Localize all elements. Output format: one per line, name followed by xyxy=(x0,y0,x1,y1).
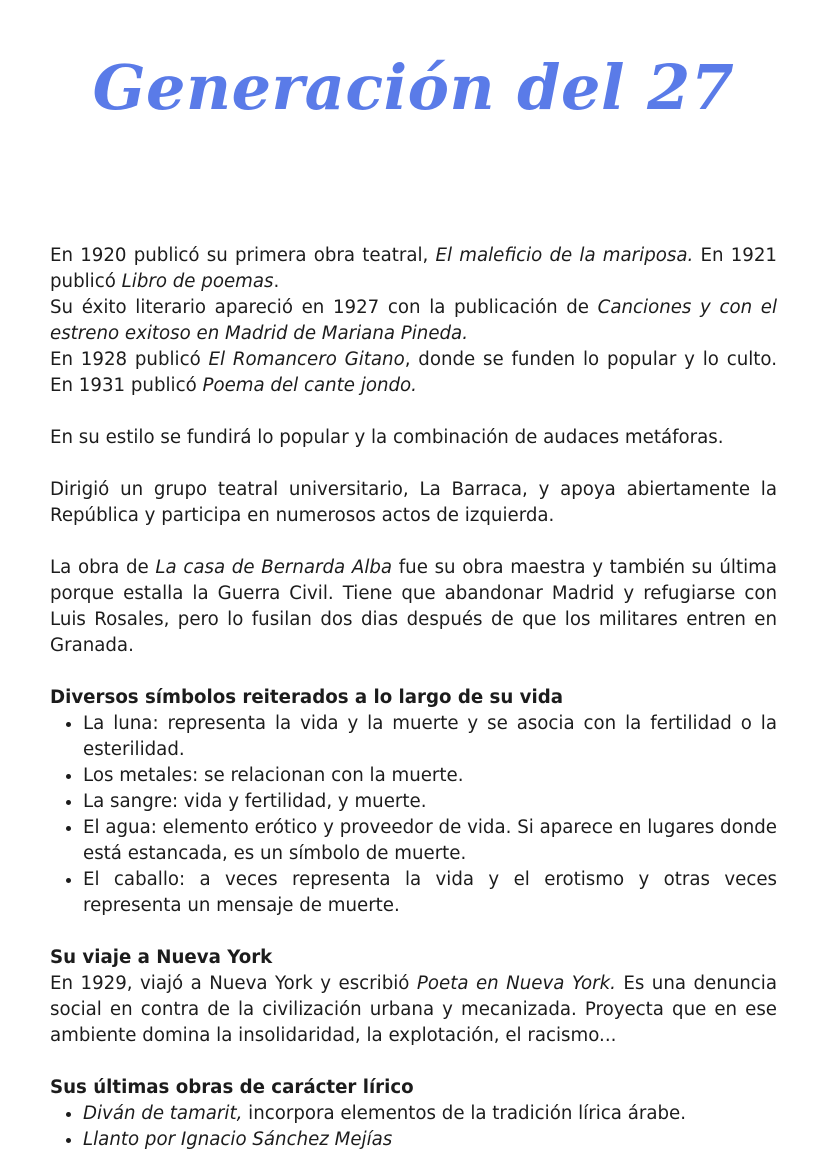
text: fue su obra maestra y también su última porque estalla la Guerra Civil. Tiene que abandonar Madrid y refugiarse con Luis Rosales, pero lo fusilan dos dias después de que los militares entren en Granada. xyxy=(50,557,777,656)
text: En 1920 publicó su primera obra teatral, xyxy=(50,245,436,266)
list-item xyxy=(83,1127,777,1153)
paragraph-success xyxy=(50,295,777,347)
work-title: Diván de tamarit, xyxy=(83,1103,243,1124)
spacer xyxy=(50,529,777,555)
text: En 1929, viajó a Nueva York y escribió xyxy=(50,973,417,994)
spacer xyxy=(50,659,777,685)
work-title: Libro de poemas xyxy=(121,271,274,292)
list-item: • La luna: representa la vida y la muerte y se asocia con la fertilidad o la esterilidad. xyxy=(83,711,777,763)
list-item xyxy=(83,1101,777,1127)
text: incorpora elementos de la tradición lírica árabe. xyxy=(242,1103,686,1124)
text: Su éxito literario apareció en 1927 con la publicación de xyxy=(50,297,598,318)
text: La obra de xyxy=(50,557,156,578)
work-title: El Romancero Gitano xyxy=(208,349,405,370)
list-item: • Los metales: se relacionan con la muerte. xyxy=(83,763,777,789)
lyric-works-heading: Sus últimas obras de carácter lírico xyxy=(50,1077,414,1098)
work-title: Poeta en Nueva York. xyxy=(416,973,616,994)
lyric-works-list xyxy=(50,1101,777,1153)
new-york-heading: Su viaje a Nueva York xyxy=(50,947,273,968)
paragraph-bernarda-alba xyxy=(50,555,777,659)
work-title: Poema del cante jondo. xyxy=(202,375,417,396)
text: En 1928 publicó xyxy=(50,349,209,370)
spacer xyxy=(50,451,777,477)
spacer xyxy=(50,1049,777,1075)
list-item: • El caballo: a veces representa la vida y el erotismo y otras veces representa un mensaje de muerte. xyxy=(83,867,777,919)
symbols-list xyxy=(50,711,777,919)
text: , donde se funden lo popular y lo culto. En 1931 publicó xyxy=(50,349,777,396)
spacer xyxy=(50,919,777,945)
paragraph-barraca: Dirigió un grupo teatral universitario, La Barraca, y apoya abiertamente la República y participa en numerosos actos de izquierda. xyxy=(50,479,777,526)
paragraph-style: En su estilo se fundirá lo popular y la combinación de audaces metáforas. xyxy=(50,427,724,448)
symbols-heading: Diversos símbolos reiterados a lo largo de su vida xyxy=(50,687,564,708)
work-title: La casa de Bernarda Alba xyxy=(155,557,393,578)
list-item: • El agua: elemento erótico y proveedor de vida. Si aparece en lugares donde está estancada, es un símbolo de muerte. xyxy=(83,815,777,867)
paragraph-romancero xyxy=(50,347,777,399)
list-item: • La sangre: vida y fertilidad, y muerte. xyxy=(83,789,777,815)
spacer xyxy=(50,399,777,425)
text: En 1921 publicó xyxy=(50,245,777,292)
text: . xyxy=(273,271,280,292)
work-title: Canciones y con el estreno exitoso en Madrid de Mariana Pineda. xyxy=(50,297,778,344)
document-body xyxy=(50,243,777,1153)
work-title: Llanto por Ignacio Sánchez Mejías xyxy=(83,1129,393,1150)
text: Es una denuncia social en contra de la civilización urbana y mecanizada. Proyecta que en ese ambiente domina la insolidaridad, la explotación, el racismo... xyxy=(50,973,777,1046)
page-title: Generación del 27 xyxy=(92,51,735,124)
paragraph-new-york xyxy=(50,971,777,1049)
paragraph-first-works xyxy=(50,243,777,295)
work-title: El maleficio de la mariposa. xyxy=(435,245,694,266)
